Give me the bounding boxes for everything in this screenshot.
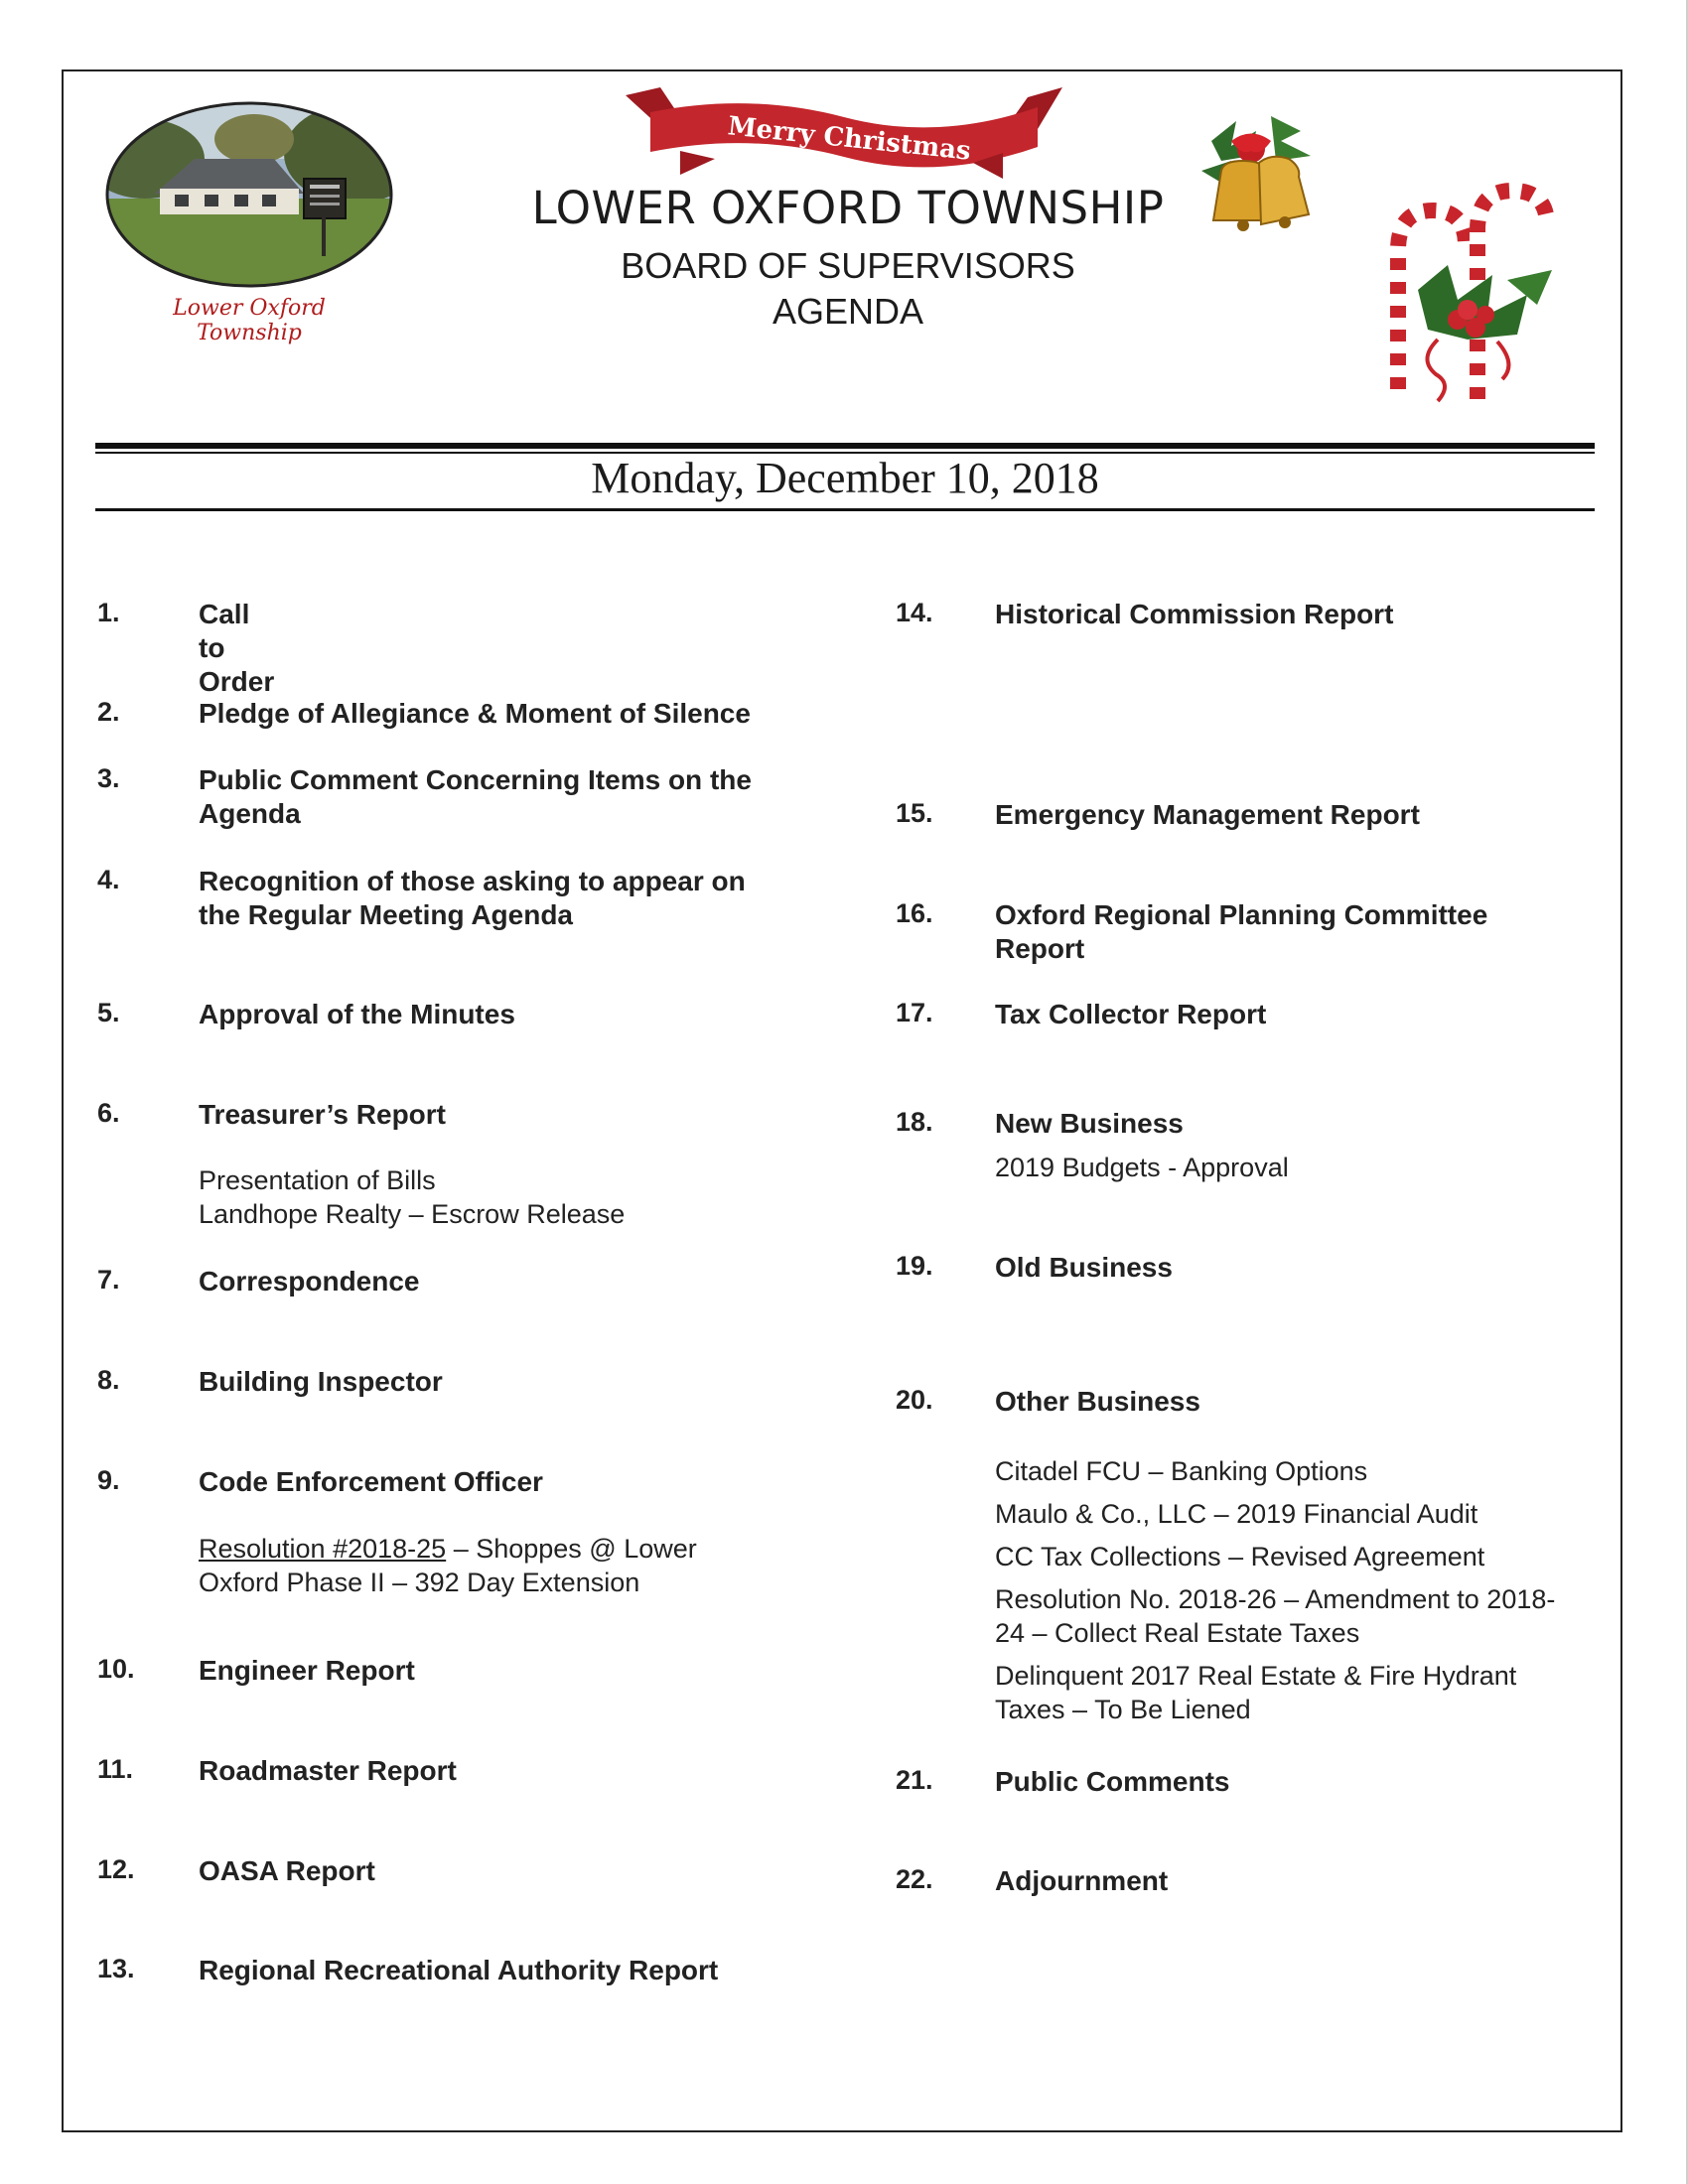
logo-caption: Lower Oxford Township xyxy=(173,296,326,345)
banner-text: Merry Christmas xyxy=(726,111,973,167)
township-title: LOWER OXFORD TOWNSHIP xyxy=(531,182,1165,234)
meeting-date: Monday, December 10, 2018 xyxy=(591,454,1099,502)
merry-christmas-ribbon xyxy=(621,87,1067,187)
agenda-subtitle: AGENDA xyxy=(772,291,924,332)
candy-canes-icon xyxy=(1358,171,1585,429)
christmas-bells-icon xyxy=(1182,101,1329,248)
date-rule xyxy=(95,508,1595,511)
header-rule-thick xyxy=(95,443,1595,449)
board-subtitle: BOARD OF SUPERVISORS xyxy=(621,245,1075,286)
township-logo-image xyxy=(105,99,393,298)
resolution-link[interactable]: Resolution #2018-25 xyxy=(199,1534,447,1564)
